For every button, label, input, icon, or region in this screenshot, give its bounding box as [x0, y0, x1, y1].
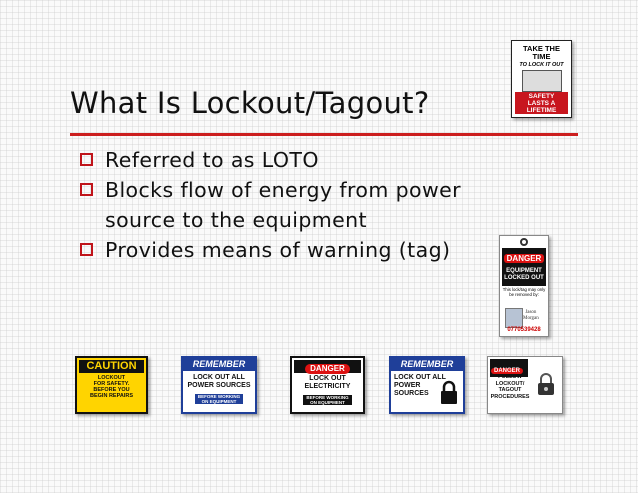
sign-text: ON EQUIPMENT: [310, 400, 345, 405]
danger-header: DANGER: [491, 368, 523, 374]
remember-header: REMEMBER: [183, 358, 255, 371]
sign-text: POWER: [394, 382, 421, 389]
tag-phone: 0770539428: [507, 327, 541, 333]
tag-hole-icon: [520, 238, 528, 246]
sign-text: LOCKOUT/: [495, 380, 525, 387]
bullet-list: [76, 145, 516, 265]
sign-text: BEFORE YOU: [93, 387, 130, 393]
tag-text: LOCKED OUT: [504, 275, 544, 281]
tag-name: Jason: [525, 310, 537, 315]
lock-and-tag-icon: [536, 373, 556, 399]
caution-header: CAUTION: [79, 360, 144, 373]
sign-text: TO LOCK IT OUT: [519, 62, 564, 68]
padlock-illustration-icon: [522, 70, 562, 92]
sign-text: LASTS A: [527, 100, 556, 107]
danger-header: DANGER: [305, 364, 350, 374]
checkbox-bullet-icon: [80, 183, 93, 196]
sign-text: TIME: [532, 52, 551, 61]
slide-title: What Is Lockout/Tagout?: [70, 86, 430, 120]
take-the-time-sign: [511, 40, 572, 118]
tag-name: Morgan: [523, 316, 539, 321]
danger-lockout-tag: [499, 235, 549, 337]
danger-sign: [290, 356, 365, 414]
sign-text: ON EQUIPMENT: [201, 399, 237, 404]
bullet-text: Provides means of warning (tag): [105, 238, 451, 262]
sign-text: BEGIN REPAIRS: [90, 393, 133, 399]
follow-lockout-sign: [487, 356, 563, 414]
remember-sign-2: [389, 356, 465, 414]
sign-text: BEFORE WORKING: [197, 394, 241, 399]
bullet-item: [76, 145, 516, 175]
bullet-item: [76, 235, 516, 265]
tag-text: EQUIPMENT: [506, 268, 542, 274]
sign-red-band: [515, 92, 568, 114]
sign-text: FOR SAFETY.: [93, 381, 130, 387]
person-photo-icon: [505, 308, 523, 328]
sign-text: ELECTRICITY: [304, 383, 351, 390]
sign-text: PROCEDURES: [490, 393, 530, 400]
tag-header: [502, 248, 546, 286]
sign-text: LOCK OUT ALL: [394, 374, 446, 381]
sign-text: SAFETY: [528, 93, 555, 100]
checkbox-bullet-icon: [80, 153, 93, 166]
sign-text: POWER SOURCES: [187, 382, 251, 389]
bullet-item: [76, 175, 516, 235]
bullet-text: Blocks flow of energy from power source to the equipment: [105, 178, 461, 232]
sign-text: LOCK OUT: [309, 375, 346, 382]
sign-text: FOLLOW: [498, 374, 522, 380]
sign-text: LOCK OUT ALL: [193, 374, 245, 381]
sign-text: BEFORE WORKING: [306, 395, 349, 400]
tag-text: be removed by:: [509, 292, 539, 297]
sign-text: TAGOUT: [498, 387, 522, 393]
bullet-text: Referred to as LOTO: [105, 148, 319, 172]
remember-sign-1: [181, 356, 257, 414]
title-underline: [70, 133, 578, 136]
sign-text: LOCKOUT: [97, 375, 126, 381]
caution-sign: [75, 356, 148, 414]
padlock-icon: [439, 380, 459, 406]
sign-text: SOURCES: [394, 390, 429, 397]
checkbox-bullet-icon: [80, 243, 93, 256]
tag-text: This lock/tag may only: [502, 287, 546, 292]
remember-header: REMEMBER: [391, 358, 463, 371]
tag-danger-label: DANGER: [504, 254, 545, 263]
sign-text: TAKE THE: [523, 44, 560, 53]
sign-text: LIFETIME: [526, 107, 557, 114]
